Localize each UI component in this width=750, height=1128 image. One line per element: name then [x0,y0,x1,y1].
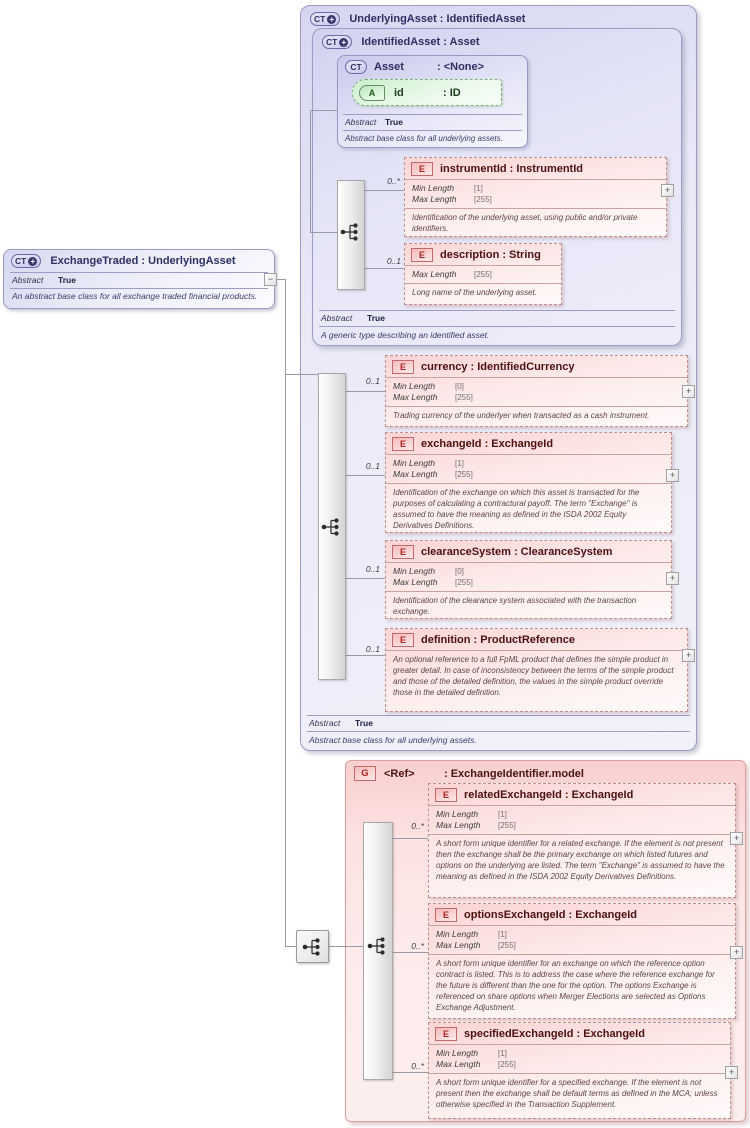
connector-line [310,110,337,111]
connector-line [329,946,363,947]
asset-base-type: : <None> [437,61,485,73]
attribute-name: id [394,86,404,99]
identified-asset-description: A generic type describing an identified asset. [321,330,490,340]
element-description [404,243,562,305]
occurrence-label: 0..* [411,941,424,951]
element-title: currency : IdentifiedCurrency [421,360,575,373]
occurrence-label: 0..1 [365,376,380,386]
ref-group-name: <Ref> [384,767,415,780]
asset-footer [343,114,522,143]
element-annotation: Trading currency of the underlyer when transacted as a cash instrument. [393,411,650,420]
occurrence-label: 0..1 [386,256,401,266]
identified-asset-header [313,29,681,55]
exchange-traded-title: ExchangeTraded : UnderlyingAsset [50,255,236,267]
sequence-icon [320,516,344,543]
sequence-connector-box [296,930,329,963]
underlying-asset-title: UnderlyingAsset : IdentifiedAsset [349,13,526,25]
connector-line [346,475,385,476]
asset-title: Asset [374,61,404,73]
abstract-value: True [58,275,76,285]
connector-line [346,578,385,579]
complex-type-icon: CT + [310,12,340,26]
element-specified-exchange-id [428,1022,731,1119]
attribute-type: : ID [443,86,461,99]
connector-line [285,279,286,947]
element-annotation: A short form unique identifier for a related exchange. If the element is not present then the exchange shall be the primary exchange on which listed futures and options on the underlying are listed. The term "Exchange" is assumed to have the meaning as defined in the ISDA 2002 Equity Derivatives Definitions. [436,839,725,881]
expand-icon[interactable]: + [730,946,743,959]
connector-line [310,232,337,233]
element-title: clearanceSystem : ClearanceSystem [421,545,613,558]
connector-line [346,391,385,392]
occurrence-label: 0..1 [365,461,380,471]
group-icon: G [354,766,376,781]
abstract-label: Abstract [345,117,377,127]
complex-type-icon: CT + [322,35,352,49]
collapse-icon[interactable]: − [264,273,277,286]
element-title: exchangeId : ExchangeId [421,437,554,450]
element-icon: E [435,1027,457,1041]
element-icon: E [435,788,457,802]
connector-line [393,1072,428,1073]
element-title: description : String [440,248,541,261]
attribute-id-box [352,79,502,106]
expand-icon[interactable]: + [666,469,679,482]
element-annotation: Long name of the underlying asset. [412,288,537,297]
occurrence-label: 0..* [387,176,400,186]
asset-header [338,56,527,78]
element-title: instrumentId : InstrumentId [440,162,583,175]
element-icon: E [392,545,414,559]
facets: Min Length [1] Max Length [255] [386,454,671,484]
expand-icon[interactable]: + [682,385,695,398]
identified-asset-footer [319,310,675,340]
occurrence-label: 0..* [411,821,424,831]
element-icon: E [392,633,414,647]
element-instrument-id [404,157,667,237]
underlying-asset-description: Abstract base class for all underlying assets. [309,735,477,745]
facets: Min Length [1] Max Length [255] [429,805,735,835]
element-title: optionsExchangeId : ExchangeId [464,908,637,921]
connector-line [286,374,318,375]
expand-icon[interactable]: + [730,832,743,845]
abstract-value: True [367,313,385,323]
facets: Min Length [0] Max Length [255] [386,377,687,407]
abstract-label: Abstract [309,718,341,728]
connector-line [393,952,428,953]
exchange-traded-type-box [3,249,275,309]
connector-line [393,838,428,839]
abstract-label: Abstract [12,275,44,285]
sequence-icon [339,221,363,248]
abstract-value: True [385,117,403,127]
expand-icon[interactable]: + [725,1066,738,1079]
element-title: specifiedExchangeId : ExchangeId [464,1027,645,1040]
connector-line [285,946,296,947]
element-currency [385,355,688,427]
underlying-asset-footer [307,715,690,745]
element-icon: E [392,360,414,374]
element-related-exchange-id [428,783,736,898]
facets: Min Length [1] Max Length [255] [429,925,735,955]
connector-line [365,268,405,269]
element-annotation: Identification of the underlying asset, using public and/or private identifiers. [412,213,638,233]
element-icon: E [392,437,414,451]
expand-icon[interactable]: + [682,649,695,662]
connector-line [346,655,385,656]
element-icon: E [411,162,433,176]
expand-icon[interactable]: + [661,184,674,197]
element-icon: E [435,908,457,922]
element-definition [385,628,688,712]
exchange-traded-header [4,250,274,272]
exchange-traded-description: An abstract base class for all exchange traded financial products. [12,291,258,301]
element-clearance-system [385,540,672,619]
asset-description: Abstract base class for all underlying assets. [345,134,503,143]
element-annotation: Identification of the exchange on which this asset is transacted for the purposes of calculating a contractural payoff. The term "Exchange" is assumed to have the meaning as defined in the ISDA 2002 Equity Derivatives Definitions. [393,488,640,530]
element-options-exchange-id [428,903,736,1019]
sequence-icon [366,935,390,962]
identified-asset-title: IdentifiedAsset : Asset [361,36,480,48]
expand-icon[interactable]: + [666,572,679,585]
element-annotation: An optional reference to a full FpML product that defines the simple product in greater detail. In case of inconsistency between the terms of the simple product and those of the detailed definition, the values in the simple product override those in the detailed definition. [386,650,687,701]
occurrence-label: 0..1 [365,644,380,654]
ref-group-type: : ExchangeIdentifier.model [444,767,584,780]
occurrence-label: 0..1 [365,564,380,574]
element-title: definition : ProductReference [421,633,576,646]
element-title: relatedExchangeId : ExchangeId [464,788,634,801]
occurrence-label: 0..* [411,1061,424,1071]
facets: Min Length [1] Max Length [255] [405,179,666,209]
element-annotation: A short form unique identifier for a specified exchange. If the element is not present then the exchange shall be default terms as defined in the MCA; unless otherwise specified in the Transaction Supplement. [436,1078,718,1109]
complex-type-icon: CT + [11,254,41,268]
connector-line [310,110,311,233]
element-exchange-id [385,432,672,533]
abstract-value: True [355,718,373,728]
attribute-icon: A [359,85,385,101]
complex-type-icon: CT [345,60,367,74]
facets: Max Length [255] [405,265,561,284]
abstract-label: Abstract [321,313,353,323]
element-annotation: A short form unique identifier for an exchange on which the reference option contract is listed. This is to address the case where the reference exchange for the future is different than the one for the option. The options Exchange is referenced on share options when Merger Elections are selected as Options Exchange Adjustment. [436,959,715,1012]
facets: Min Length [1] Max Length [255] [429,1044,730,1074]
connector-line [365,190,405,191]
element-icon: E [411,248,433,262]
element-annotation: Identification of the clearance system associated with the transaction exchange. [393,596,637,616]
facets: Min Length [0] Max Length [255] [386,562,671,592]
